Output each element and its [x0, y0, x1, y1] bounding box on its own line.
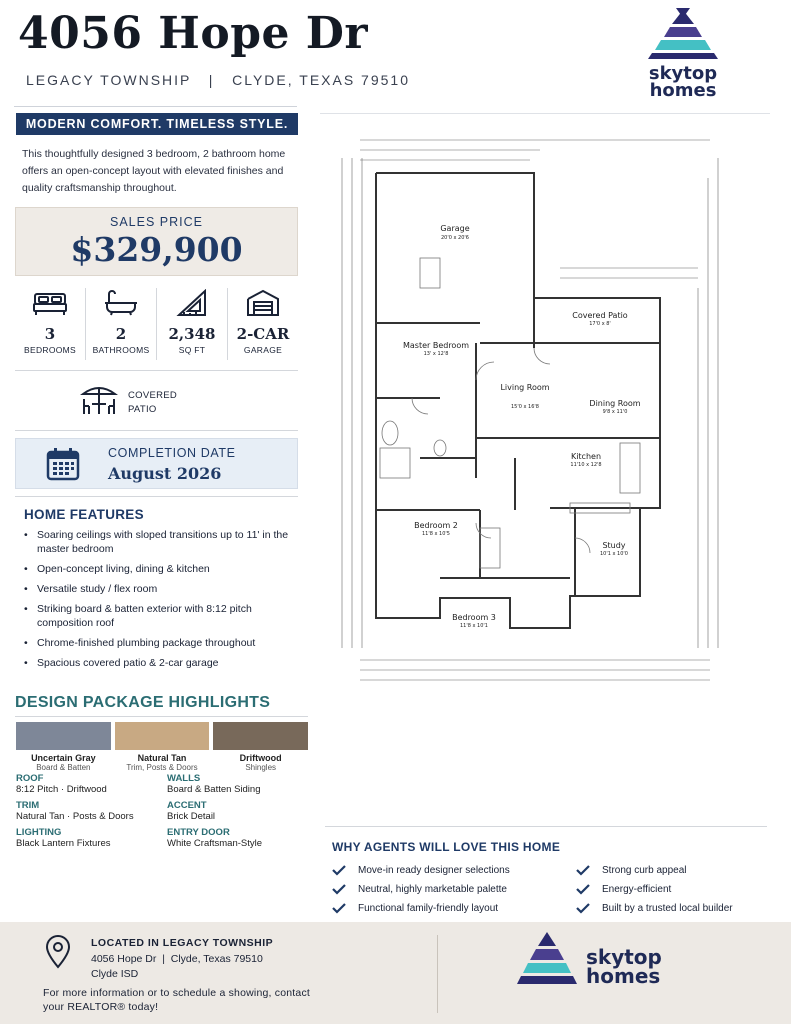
swatch — [16, 722, 111, 772]
price-value: $329,900 — [70, 230, 243, 269]
checkmark-icon — [332, 902, 346, 914]
checkmark-icon — [576, 883, 590, 895]
room-living-room: Living Room — [500, 383, 550, 392]
swatch-name: Uncertain Gray — [31, 753, 96, 763]
features-heading: HOME FEATURES — [24, 507, 144, 522]
calendar-icon — [46, 447, 80, 486]
spec-item: LIGHTING Black Lantern Fixtures — [16, 827, 111, 849]
list-item: • Striking board & batten exterior with 8:12 pitch composition roof — [22, 602, 302, 630]
agents-heading: WHY AGENTS WILL LOVE THIS HOME — [332, 840, 561, 854]
room-kitchen: Kitchen — [570, 452, 602, 461]
spec-item: ENTRY DOOR White Craftsman-Style — [167, 827, 263, 849]
bed-icon — [15, 288, 85, 318]
swatch-chip — [16, 722, 111, 750]
list-item: Move-in ready designer selections — [332, 864, 576, 876]
room-dim: 11'8 x 10'5 — [422, 531, 450, 537]
stat-value: 2,348 — [168, 325, 216, 343]
patio-umbrella-icon — [80, 384, 118, 421]
floor-plan-drawing — [320, 118, 742, 696]
stat-value: 3 — [44, 325, 56, 343]
room-dining-room: Dining Room — [589, 399, 641, 408]
list-item: Strong curb appeal — [576, 864, 762, 876]
swatch-sub: Board & Batten — [36, 763, 91, 772]
stat-value: 2 — [115, 325, 127, 343]
room-dim: 13' x 12'8 — [423, 351, 449, 357]
completion-date: August 2026 — [108, 464, 222, 483]
swatch-sub: Trim, Posts & Doors — [126, 763, 198, 772]
list-item: • Chrome-finished plumbing package throughout — [22, 636, 302, 650]
skytop-logo-footer — [512, 928, 672, 992]
room-dim: 11'10 x 12'8 — [570, 462, 602, 468]
location-isd: Clyde ISD — [91, 968, 139, 980]
room-garage: Garage — [440, 224, 470, 233]
spec-item: TRIM Natural Tan · Posts & Doors — [16, 800, 134, 822]
room-dim: 11'8 x 10'1 — [460, 623, 488, 629]
swatch — [213, 722, 308, 772]
design-heading: DESIGN PACKAGE HIGHLIGHTS — [15, 694, 271, 711]
stat-bathrooms — [86, 288, 157, 360]
room-study: Study — [602, 541, 626, 550]
room-dim: 9'8 x 11'0 — [602, 409, 628, 415]
completion-label: COMPLETION DATE — [108, 446, 236, 460]
color-swatches — [16, 722, 308, 772]
property-title: 4056 Hope Dr — [18, 8, 369, 59]
room-dim: 20'0 x 20'6 — [441, 235, 469, 241]
list-item: Neutral, highly marketable palette — [332, 883, 576, 895]
intro-text: This thoughtfully designed 3 bedroom, 2 bathroom home offers an open-concept layout with elevated finishes and quality craftsmanship throughout. — [22, 148, 286, 194]
price-label: SALES PRICE — [110, 215, 203, 229]
room-dim: 10'1 x 10'0 — [600, 551, 628, 557]
list-item: • Spacious covered patio & 2-car garage — [22, 656, 302, 670]
swatch-sub: Shingles — [245, 763, 277, 772]
logo-wordmark: skytop homes — [586, 945, 662, 988]
room-bedroom-3: Bedroom 3 — [452, 613, 496, 622]
location-address: 4056 Hope Dr | Clyde, Texas 79510 — [91, 953, 263, 965]
list-item: Energy-efficient — [576, 883, 762, 895]
swatch-chip — [115, 722, 210, 750]
list-item: Functional family-friendly layout — [332, 902, 576, 914]
checkmark-icon — [332, 883, 346, 895]
logo-triangle-icon — [516, 930, 578, 986]
price-box — [15, 207, 298, 276]
room-covered-patio: Covered Patio — [572, 311, 628, 320]
room-bedroom-2: Bedroom 2 — [414, 521, 458, 530]
divider — [14, 106, 297, 107]
completion-box — [15, 438, 298, 489]
checkmark-icon — [332, 864, 346, 876]
divider — [15, 716, 308, 717]
swatch-name: Natural Tan — [137, 753, 187, 763]
logo-triangle-icon — [638, 8, 728, 60]
location-pin-icon — [44, 935, 72, 969]
checkmark-icon — [576, 864, 590, 876]
list-item: • Open-concept living, dining & kitchen — [22, 562, 302, 576]
stat-label: BATHROOMS — [92, 345, 150, 355]
stat-value: 2-CAR — [236, 325, 290, 343]
patio-feature — [80, 384, 177, 421]
logo-wordmark: skytop homes — [648, 63, 718, 101]
tagline-banner: MODERN COMFORT. TIMELESS STYLE. — [16, 113, 298, 135]
room-dim: 17'0 x 8' — [589, 321, 611, 327]
spec-item: ROOF 8:12 Pitch · Driftwood — [16, 773, 107, 795]
list-item: • Soaring ceilings with sloped transitions up to 11' in the master bedroom — [22, 528, 302, 556]
swatch-chip — [213, 722, 308, 750]
divider — [15, 430, 298, 431]
divider — [325, 826, 767, 827]
list-item: • Versatile study / flex room — [22, 582, 302, 596]
square-footage-icon — [157, 288, 227, 318]
location-title: LOCATED IN LEGACY TOWNSHIP — [91, 937, 274, 949]
swatch-name: Driftwood — [239, 753, 282, 763]
divider — [15, 496, 298, 497]
swatch — [115, 722, 210, 772]
divider — [15, 370, 298, 371]
agents-list — [332, 864, 762, 914]
property-subtitle: LEGACY TOWNSHIP | CLYDE, TEXAS 79510 — [26, 72, 410, 88]
spec-item: ACCENT Brick Detail — [167, 800, 216, 822]
divider — [320, 113, 770, 114]
stat-garage — [228, 288, 298, 360]
stat-label: GARAGE — [243, 345, 283, 355]
checkmark-icon — [576, 902, 590, 914]
stat-sqft — [157, 288, 228, 360]
stat-label: BEDROOMS — [24, 345, 76, 355]
stats-row — [15, 288, 298, 360]
garage-icon — [228, 288, 298, 318]
divider — [437, 935, 438, 1013]
spec-item: WALLS Board & Batten Siding — [167, 773, 261, 795]
patio-label: COVERED PATIO — [128, 389, 178, 415]
list-item: Built by a trusted local builder — [576, 902, 762, 914]
skytop-logo — [638, 8, 728, 100]
room-master-bedroom: Master Bedroom — [402, 341, 470, 350]
floor-plan — [320, 118, 742, 696]
room-dim: 15'0 x 16'8 — [511, 404, 539, 410]
stat-bedrooms — [15, 288, 86, 360]
features-list — [22, 528, 302, 676]
spec-grid — [16, 773, 311, 849]
call-to-action: For more information or to schedule a showing, contact your REALTOR® today! — [43, 987, 311, 1013]
bathtub-icon — [86, 288, 156, 318]
stat-label: SQ FT — [178, 345, 206, 355]
